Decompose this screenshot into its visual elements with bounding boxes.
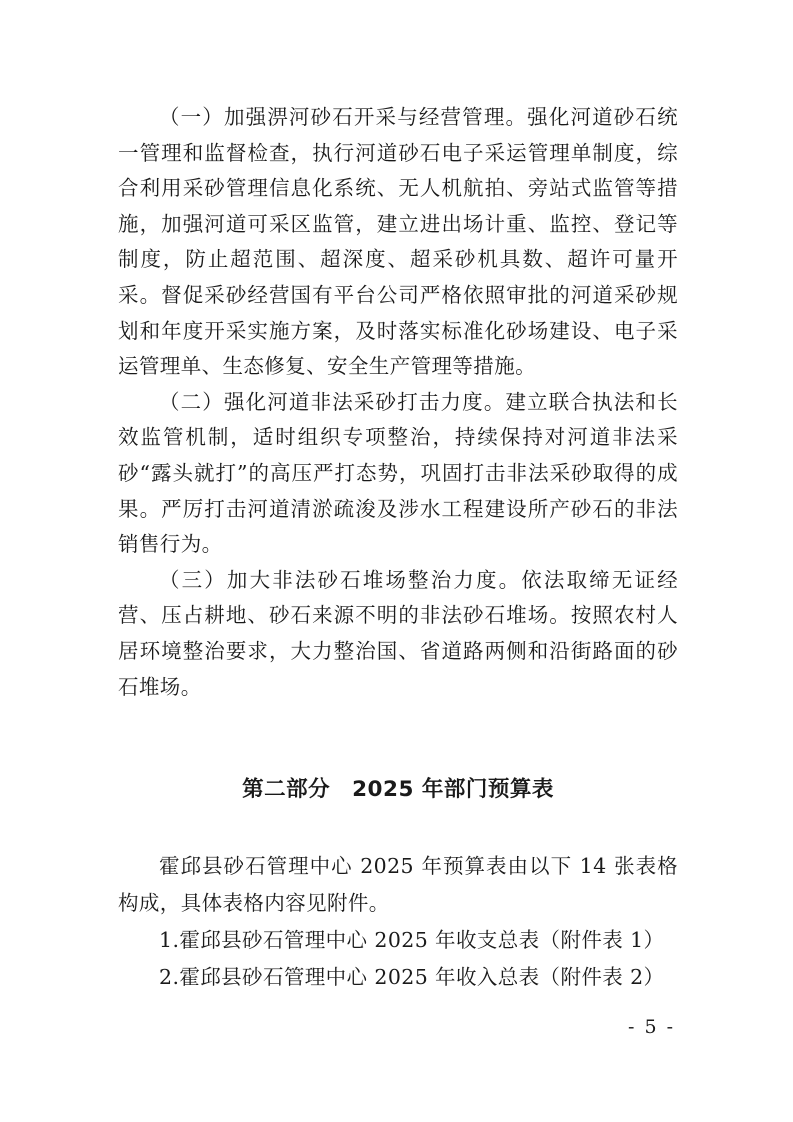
intro-paragraph: 霍邱县砂石管理中心 2025 年预算表由以下 14 张表格构成，具体表格内容见附件。 — [118, 854, 678, 915]
section-1-paragraph: （一）加强淠河砂石开采与经营管理。强化河道砂石统一管理和监督检查，执行河道砂石电子采运管理单制度，综合利用采砂管理信息化系统、无人机航拍、旁站式监管等措施，加强河道可采区监管，建立进出场计重、监控、登记等制度，防止超范围、超深度、超采砂机具数、超许可量开采。督促采砂经营国有平台公司严格依照审批的河道采砂规划和年度开采实施方案，及时落实标准化砂场建设、电子采运管理单、生态修复、安全生产管理等措施。 — [118, 105, 678, 379]
section-2-paragraph: （二）强化河道非法采砂打击力度。建立联合执法和长效监管机制，适时组织专项整治，持续保持对河道非法采砂“露头就打”的高压严打态势，巩固打击非法采砂取得的成果。严厉打击河道清淤疏浚及涉水工程建设所产砂石的非法销售行为。 — [118, 389, 678, 557]
section-3-paragraph: （三）加大非法砂石堆场整治力度。依法取缔无证经营、压占耕地、砂石来源不明的非法砂石堆场。按照农村人居环境整治要求，大力整治国、省道路两侧和沿街路面的砂石堆场。 — [118, 567, 678, 699]
list-item: 2.霍邱县砂石管理中心 2025 年收入总表（附件表 2） — [159, 965, 665, 989]
page-number: - 5 - — [627, 1016, 675, 1038]
budget-intro — [118, 848, 678, 996]
part-two-heading: 第二部分 2025 年部门预算表 — [242, 777, 554, 802]
list-item: 1.霍邱县砂石管理中心 2025 年收支总表（附件表 1） — [159, 928, 665, 952]
policy-sections — [118, 100, 678, 705]
